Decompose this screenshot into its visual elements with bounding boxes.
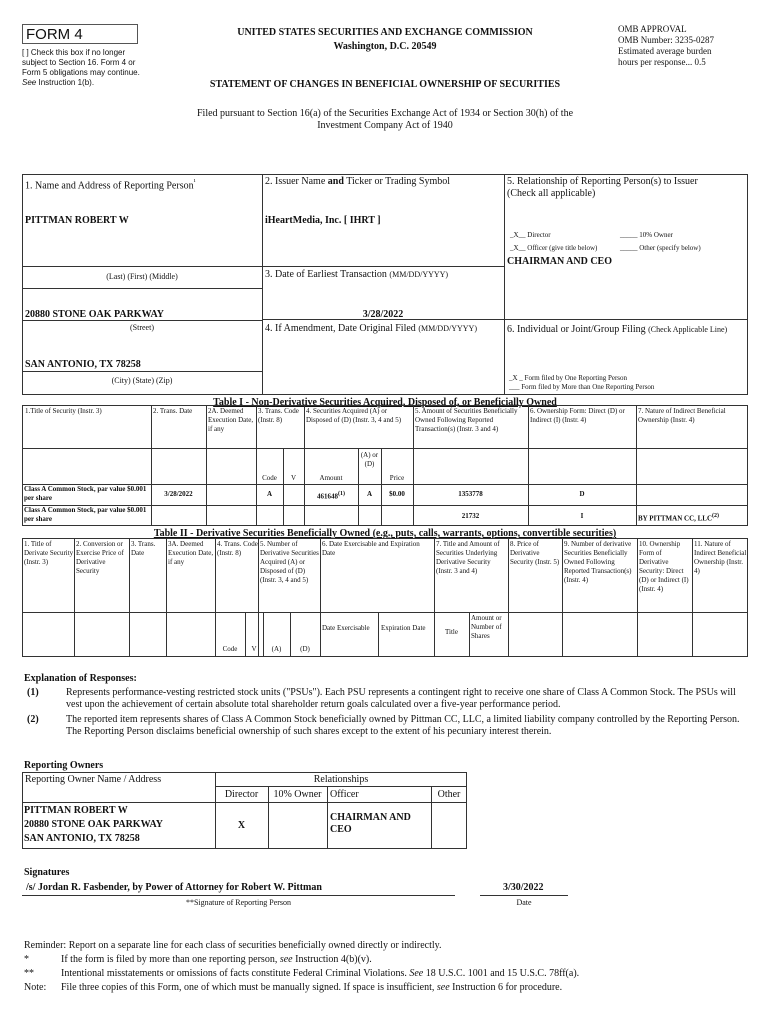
t1-col-deemed: 2A. Deemed Execution Date, if any: [208, 407, 254, 433]
t1-col-code: 3. Trans. Code (Instr. 8): [258, 407, 299, 424]
t1-row1-price: $0.00: [389, 490, 405, 498]
t1-sub-aord: (A) or (D): [360, 451, 379, 468]
box3-label: 3. Date of Earliest Transaction (MM/DD/YYYY): [265, 269, 449, 280]
ro-col-officer: Officer: [330, 789, 359, 800]
street-label: (Street): [130, 323, 154, 332]
reporting-person-city: SAN ANTONIO, TX 78258: [25, 359, 141, 370]
t1-col-title: 1.Title of Security (Instr. 3): [25, 407, 102, 415]
filing-option-group: ___ Form filed by More than One Reporting Person: [509, 383, 655, 391]
t2-col-title: 1. Title of Derivate Security (Instr. 3): [24, 540, 74, 566]
signature-date: 3/30/2022: [503, 882, 544, 893]
explanation-1-text: Represents performance-vesting restricted stock units ("PSUs"). Each PSU represents a contingent right to receive one share of Class A Common Stock. The PSUs will vest upon the achievement of certain absolute total shareholder return goals calculated over a five-year performance period.: [66, 687, 736, 710]
t2-col-form: 10. Ownership Form of Derivative Security: Direct (D) or Indirect (I) (Instr. 4): [639, 540, 689, 593]
reporting-person-name: PITTMAN ROBERT W: [25, 215, 129, 226]
box1-label: 1. Name and Address of Reporting Person$^{^1}$: [25, 178, 196, 192]
reminder-star: *: [24, 954, 29, 965]
date-label: Date: [516, 898, 532, 907]
director-checkbox: _X__ Director: [510, 231, 551, 239]
t2-sub-v: V: [251, 645, 257, 653]
other-checkbox: _____ Other (specify below): [620, 244, 701, 252]
t1-row2-form: I: [580, 512, 584, 520]
t2-sub-exercisable: Date Exercisable: [322, 624, 370, 632]
t2-sub-amount: Amount or Number of Shares: [471, 614, 502, 640]
t1-sub-amount: Amount: [319, 474, 343, 482]
t2-sub-d: (D): [300, 645, 310, 653]
ro-officer-title: CHAIRMAN AND CEO: [330, 812, 411, 835]
omb-approval: OMB APPROVAL OMB Number: 3235-0287 Estimated average burden hours per response... 0.5: [618, 24, 714, 67]
ro-col-relationships: Relationships: [313, 774, 369, 785]
ro-col-other: Other: [437, 789, 461, 800]
signatures-heading: Signatures: [24, 867, 70, 878]
t1-sub-code: Code: [262, 474, 277, 482]
filed-pursuant: Filed pursuant to Section 16(a) of the Securities Exchange Act of 1934 or Section 30(h) of the Investment Company Act of 1940: [196, 108, 574, 131]
agency-name: UNITED STATES SECURITIES AND EXCHANGE COMMISSION: [237, 27, 533, 38]
t1-col-nature: 7. Nature of Indirect Beneficial Ownership (Instr. 4): [638, 407, 726, 424]
filing-option-one: _X _ Form filed by One Reporting Person: [509, 374, 628, 382]
agency-city: Washington, D.C. 20549: [333, 41, 437, 52]
ro-col-director: Director: [224, 789, 259, 800]
ro-col-name: Reporting Owner Name / Address: [25, 774, 162, 785]
explanations-heading: Explanation of Responses:: [24, 673, 137, 684]
t1-col-date: 2. Trans. Date: [153, 407, 193, 415]
box4-label: 4. If Amendment, Date Original Filed (MM/DD/YYYY): [265, 323, 477, 334]
t2-col-date: 3. Trans. Date: [131, 540, 156, 557]
name-parts-label: (Last) (First) (Middle): [106, 272, 178, 281]
table-row: Class A Common Stock, par value $0.001 per share: [24, 506, 147, 523]
box6-label: 6. Individual or Joint/Group Filing (Check Applicable Line): [507, 324, 728, 335]
t1-col-ownership-form: 6. Ownership Form: Direct (D) or Indirect (I) (Instr. 4): [530, 407, 625, 424]
reminder-dstar: **: [24, 968, 34, 979]
t2-col-price: 8. Price of Derivative Security (Instr. 5): [510, 540, 560, 566]
t2-col-exercisable: 6. Date Exercisable and Expiration Date: [322, 540, 420, 557]
city-label: (City) (State) (Zip): [111, 376, 173, 385]
t2-col-code: 4. Trans. Code (Instr. 8): [217, 540, 258, 557]
reminder-star-text: If the form is filed by more than one reporting person, see Instruction 4(b)(v).: [61, 954, 372, 965]
explanation-1-num: (1): [27, 687, 39, 698]
statement-title: STATEMENT OF CHANGES IN BENEFICIAL OWNERSHIP OF SECURITIES: [209, 79, 561, 90]
t2-col-owned: 9. Number of derivative Securities Beneficially Owned Following Reported Transaction(s) (Instr. 4): [564, 540, 632, 584]
reminder-dstar-text: Intentional misstatements or omissions of facts constitute Federal Criminal Violations. See 18 U.S.C. 1001 and 15 U.S.C. 78ff(a).: [61, 968, 580, 979]
ro-owner-name: PITTMAN ROBERT W: [24, 805, 128, 816]
table1-title: Table I - Non-Derivative Securities Acquired, Disposed of, or Beneficially Owned: [213, 397, 557, 408]
t2-sub-code: Code: [222, 645, 238, 653]
earliest-transaction-date: 3/28/2022: [362, 309, 404, 320]
t1-col-acquired: 4. Securities Acquired (A) or Disposed of (D) (Instr. 3, 4 and 5): [306, 407, 402, 424]
reporting-owners-heading: Reporting Owners: [24, 760, 104, 771]
explanation-2-text: The reported item represents shares of Class A Common Stock beneficially owned by Pittman CC, LLC, a limited liability company controlled by the Reporting Person. The Reporting Person disclaims beneficial ownership of such shares except to the extent of his pecuniary interest therein.: [66, 714, 740, 737]
t1-row1-owned: 1353778: [458, 490, 483, 498]
signature-text: /s/ Jordan R. Fasbender, by Power of Attorney for Robert W. Pittman: [26, 882, 322, 893]
reminder-note: Note:: [24, 982, 47, 993]
t2-col-number: 5. Number of Derivative Securities Acquired (A) or Disposed of (D) (Instr. 3, 4 and 5): [260, 540, 319, 584]
t1-row1-amount: 461648$^{(1)}$: [317, 491, 345, 501]
table2-title: Table II - Derivative Securities Beneficially Owned (e.g., puts, calls, warrants, options, convertible securities): [153, 528, 617, 539]
explanation-2-num: (2): [27, 714, 39, 725]
t2-col-deemed: 3A. Deemed Execution Date, if any: [168, 540, 214, 566]
ro-col-ten: 10% Owner: [273, 789, 322, 800]
form-title-box: [22, 24, 138, 44]
officer-checkbox: _X__ Officer (give title below): [510, 244, 598, 252]
officer-title: CHAIRMAN AND CEO: [507, 256, 612, 267]
ten-pct-owner-checkbox: _____ 10% Owner: [620, 231, 673, 239]
reporting-person-street: 20880 STONE OAK PARKWAY: [25, 309, 165, 320]
ro-director-mark: X: [237, 820, 246, 831]
t2-col-nature: 11. Nature of Indirect Beneficial Ownership (Instr. 4): [694, 540, 747, 575]
issuer-name: iHeartMedia, Inc. [ IHRT ]: [265, 215, 381, 226]
reminder-line: Reminder: Report on a separate line for each class of securities beneficially owned directly or indirectly.: [24, 940, 442, 951]
box5-label: 5. Relationship of Reporting Person(s) to Issuer (Check all applicable): [507, 176, 698, 199]
reminder-note-text: File three copies of this Form, one of which must be manually signed. If space is insufficient, see Instruction 6 for procedure.: [61, 982, 563, 993]
t1-row1-code: A: [266, 490, 273, 498]
box2-label: 2. Issuer Name and Ticker or Trading Symbol: [265, 176, 451, 187]
ro-owner-city: SAN ANTONIO, TX 78258: [24, 833, 140, 844]
t1-col-amount-owned: 5. Amount of Securities Beneficially Owned Following Reported Transaction(s) (Instr. 3 and 4): [415, 407, 518, 433]
t2-col-conversion: 2. Conversion or Exercise Price of Derivative Security: [76, 540, 124, 575]
t1-row1-aord: A: [366, 490, 373, 498]
signature-label: **Signature of Reporting Person: [185, 898, 292, 907]
t1-row2-owned: 21732: [461, 512, 480, 520]
form-title: FORM 4: [26, 26, 83, 43]
ro-owner-street: 20880 STONE OAK PARKWAY: [24, 819, 164, 830]
t1-sub-v: V: [290, 474, 297, 482]
checkbox-note: [ ] Check this box if no longer subject to Section 16. Form 4 or Form 5 obligations may continue. See Instruction 1(b).: [22, 48, 140, 87]
t1-row1-form: D: [579, 490, 585, 498]
t1-sub-price: Price: [389, 474, 405, 482]
t2-sub-title: Title: [445, 628, 458, 636]
t2-col-underlying: 7. Title and Amount of Securities Underlying Derivative Security (Instr. 3 and 4): [436, 540, 500, 575]
t2-sub-expiration: Expiration Date: [381, 624, 426, 632]
t1-row2-nature: BY PITTMAN CC, LLC$^{(2)}$: [638, 513, 720, 523]
t2-sub-a: (A): [271, 645, 282, 653]
table-row: Class A Common Stock, par value $0.001 per share: [24, 485, 147, 502]
t1-row1-date: 3/28/2022: [164, 490, 193, 498]
